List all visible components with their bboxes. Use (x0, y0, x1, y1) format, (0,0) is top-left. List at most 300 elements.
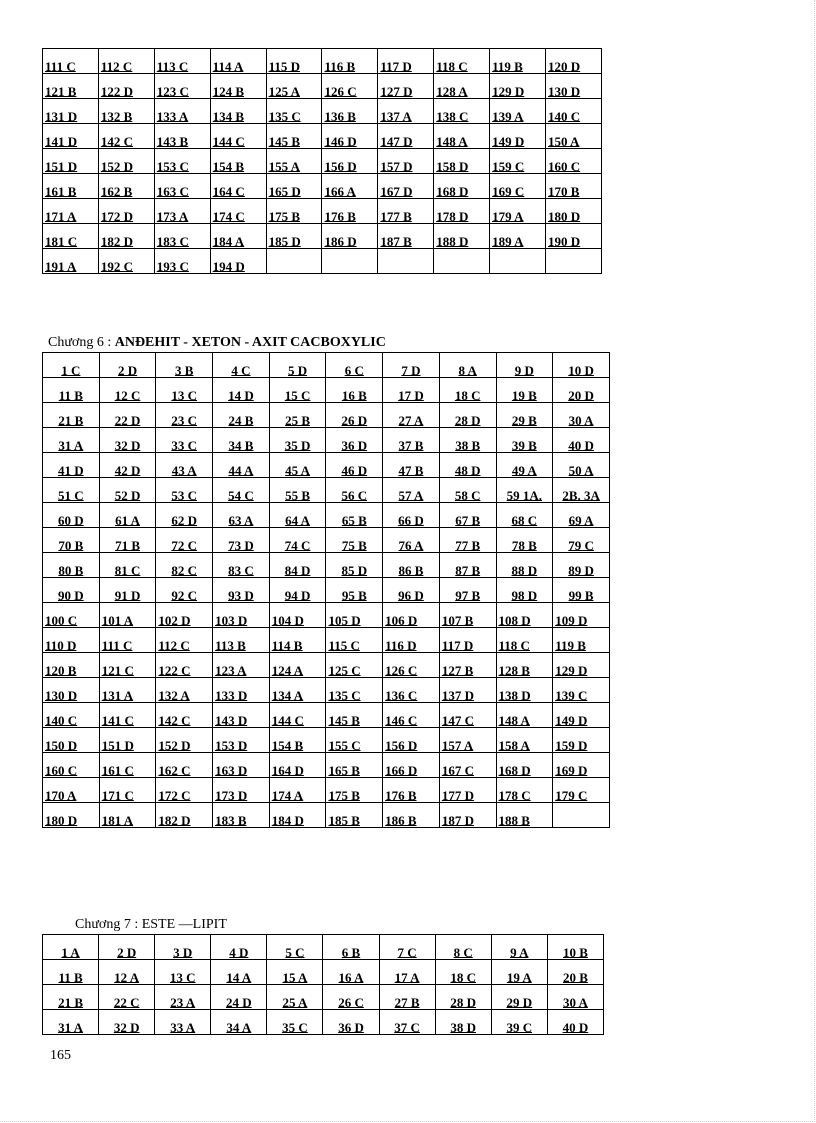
answer-text: 176 B (324, 209, 356, 224)
answer-cell (490, 249, 546, 274)
answer-text: 111 C (45, 59, 76, 74)
answer-text: 36 D (341, 438, 368, 453)
answer-text: 11 B (58, 388, 83, 403)
answer-cell (269, 703, 326, 728)
answer-cell (269, 678, 326, 703)
answer-text: 128 B (498, 663, 530, 678)
answer-cell (98, 99, 154, 124)
answer-cell (326, 653, 383, 678)
answer-cell (439, 453, 496, 478)
answer-text: 30 A (568, 413, 594, 428)
answer-cell (43, 503, 100, 528)
answer-cell (546, 199, 602, 224)
answer-cell (326, 578, 383, 603)
answer-cell (156, 703, 213, 728)
answer-text: 185 B (328, 813, 360, 828)
table-row (43, 803, 610, 828)
answer-cell (98, 124, 154, 149)
answer-text: 170 B (548, 184, 580, 199)
answer-text: 90 D (58, 588, 84, 603)
answer-text: 128 A (436, 84, 468, 99)
answer-cell (156, 678, 213, 703)
answer-cell (434, 174, 490, 199)
table-row (43, 174, 602, 199)
answer-cell (266, 99, 322, 124)
answer-text: 55 B (285, 488, 311, 503)
answer-cell (99, 578, 156, 603)
answer-text: 152 D (158, 738, 191, 753)
answer-cell (326, 553, 383, 578)
chapter-7-title: ESTE —LIPIT (141, 917, 227, 932)
answer-cell (210, 74, 266, 99)
answer-cell (210, 99, 266, 124)
answer-text: 188 D (436, 234, 469, 249)
answer-cell (496, 778, 553, 803)
answer-cell (98, 199, 154, 224)
answer-cell (213, 453, 270, 478)
answer-text: 7 C (397, 945, 417, 960)
answer-text: 161 B (45, 184, 77, 199)
answer-cell (156, 628, 213, 653)
answer-cell (43, 49, 99, 74)
answer-text: 42 D (114, 463, 141, 478)
answer-cell (434, 99, 490, 124)
answer-cell (43, 578, 100, 603)
answer-cell (326, 428, 383, 453)
answer-cell (326, 728, 383, 753)
answer-text: 93 D (228, 588, 254, 603)
answer-text: 43 A (171, 463, 197, 478)
answer-cell (43, 985, 99, 1010)
answer-cell (491, 1010, 547, 1035)
answer-cell (155, 985, 211, 1010)
answer-cell (213, 503, 270, 528)
answer-cell (269, 753, 326, 778)
answer-text: 175 B (328, 788, 360, 803)
answer-text: 98 D (511, 588, 538, 603)
answer-cell (266, 224, 322, 249)
answer-cell (269, 503, 326, 528)
answer-cell (156, 478, 213, 503)
answer-cell (98, 49, 154, 74)
answer-cell (43, 960, 99, 985)
answer-cell (99, 960, 155, 985)
answer-cell (439, 703, 496, 728)
answer-text: 130 D (548, 84, 581, 99)
answer-text: 24 D (226, 995, 252, 1010)
answer-text: 123 A (215, 663, 247, 678)
answer-text: 172 D (100, 209, 134, 224)
answer-cell (490, 124, 546, 149)
answer-cell (496, 453, 553, 478)
answer-text: 173 A (156, 209, 189, 224)
answer-cell (43, 778, 100, 803)
answer-text: 13 C (169, 970, 196, 985)
answer-cell (43, 199, 99, 224)
answer-cell (323, 960, 379, 985)
answer-text: 118 C (498, 638, 530, 653)
answer-cell (546, 174, 602, 199)
answer-text: 65 B (341, 513, 367, 528)
answer-text: 155 A (268, 159, 300, 174)
answer-cell (553, 353, 610, 378)
answer-text: 19 A (506, 970, 532, 985)
answer-cell (547, 985, 603, 1010)
answer-cell (99, 728, 156, 753)
answer-text: 134 B (212, 109, 245, 124)
table-row (43, 778, 610, 803)
answer-cell (496, 728, 553, 753)
answer-cell (326, 528, 383, 553)
answer-text: 66 D (398, 513, 424, 528)
answer-text: 181 C (45, 234, 78, 249)
answer-text: 2 D (117, 945, 137, 960)
answer-text: 50 A (568, 463, 594, 478)
answer-text: 97 B (455, 588, 481, 603)
answer-cell (213, 478, 270, 503)
answer-text: 136 C (385, 688, 418, 703)
answer-cell (154, 249, 210, 274)
answer-cell (43, 353, 100, 378)
answer-cell (43, 249, 99, 274)
answer-text: 16 B (341, 388, 367, 403)
answer-text: 132 A (158, 688, 190, 703)
answer-text: 40 D (568, 438, 594, 453)
answer-text: 32 D (114, 438, 141, 453)
answer-cell (213, 528, 270, 553)
answer-cell (213, 653, 270, 678)
answer-cell (155, 1010, 211, 1035)
answer-cell (43, 753, 100, 778)
answer-text: 30 A (562, 995, 588, 1010)
answer-text: 20 D (568, 388, 594, 403)
answer-text: 29 D (506, 995, 533, 1010)
answer-cell (43, 803, 100, 828)
answer-cell (439, 553, 496, 578)
answer-cell (326, 478, 383, 503)
answer-text: 173 D (215, 788, 248, 803)
answer-cell (43, 653, 100, 678)
table-row (43, 528, 610, 553)
answer-cell (322, 249, 378, 274)
table-row (43, 149, 602, 174)
table-row (43, 578, 610, 603)
answer-text: 85 D (341, 563, 368, 578)
answer-text: 164 D (271, 763, 304, 778)
answer-cell (553, 528, 610, 553)
answer-text: 167 D (380, 184, 413, 199)
answer-text: 147 C (441, 713, 474, 728)
answer-cell (496, 678, 553, 703)
answer-cell (553, 678, 610, 703)
table-row (43, 74, 602, 99)
answer-cell (496, 578, 553, 603)
answer-cell (43, 703, 100, 728)
answer-cell (266, 124, 322, 149)
answer-cell (98, 249, 154, 274)
answer-cell (439, 428, 496, 453)
answer-cell (267, 935, 323, 960)
table-row (43, 99, 602, 124)
answer-cell (496, 478, 553, 503)
answer-cell (553, 503, 610, 528)
answer-cell (210, 124, 266, 149)
answer-text: 160 C (548, 159, 581, 174)
answer-text: 180 D (548, 209, 581, 224)
answer-text: 115 C (328, 638, 360, 653)
answer-cell (378, 249, 434, 274)
answer-text: 96 D (398, 588, 424, 603)
answer-cell (496, 628, 553, 653)
answer-text: 166 D (385, 763, 418, 778)
answer-text: 23 A (170, 995, 196, 1010)
answer-text: 168 D (498, 763, 531, 778)
answer-text: 165 B (328, 763, 360, 778)
answer-cell (383, 478, 440, 503)
answer-cell (211, 985, 267, 1010)
answer-text: 171 A (45, 209, 77, 224)
table-row (43, 960, 604, 985)
answer-text: 164 C (212, 184, 245, 199)
answer-cell (435, 935, 491, 960)
answer-cell (490, 174, 546, 199)
answer-text: 114 B (271, 638, 303, 653)
answer-text: 12 A (114, 970, 140, 985)
answer-text: 59 1A. (506, 488, 543, 503)
table-row (43, 628, 610, 653)
answer-cell (439, 628, 496, 653)
answer-text: 142 C (158, 713, 191, 728)
answer-cell (553, 753, 610, 778)
answer-cell (156, 503, 213, 528)
answer-text: 83 C (228, 563, 254, 578)
answer-cell (267, 960, 323, 985)
answer-text: 119 B (492, 59, 523, 74)
answer-cell (156, 728, 213, 753)
answer-text: 140 C (548, 109, 581, 124)
answer-text: 76 A (398, 538, 424, 553)
answer-cell (98, 174, 154, 199)
answer-text: 91 D (114, 588, 141, 603)
table-body (43, 49, 602, 274)
answer-cell (490, 149, 546, 174)
answer-text: 44 A (228, 463, 254, 478)
answer-text: 75 B (341, 538, 367, 553)
answer-text: 185 D (268, 234, 301, 249)
answer-text: 14 D (228, 388, 254, 403)
answer-cell (98, 74, 154, 99)
answer-cell (378, 49, 434, 74)
answer-text: 156 D (385, 738, 418, 753)
answer-cell (99, 803, 156, 828)
answer-cell (269, 728, 326, 753)
answer-text: 88 D (511, 563, 538, 578)
answer-cell (496, 553, 553, 578)
answer-cell (383, 553, 440, 578)
answer-cell (99, 1010, 155, 1035)
answer-text: 161 C (101, 763, 134, 778)
answer-cell (210, 249, 266, 274)
answer-cell (43, 478, 100, 503)
answer-text: 135 C (328, 688, 361, 703)
answer-cell (496, 803, 553, 828)
answer-text: 48 D (454, 463, 481, 478)
answer-cell (379, 935, 435, 960)
answer-text: 22 C (113, 995, 140, 1010)
answer-text: 129 D (555, 663, 588, 678)
answer-text: 127 B (441, 663, 474, 678)
answer-cell (378, 149, 434, 174)
answer-text: 8 A (458, 363, 477, 378)
answer-cell (322, 174, 378, 199)
table-row (43, 503, 610, 528)
answer-cell (553, 578, 610, 603)
table-row (43, 428, 610, 453)
answer-text: 87 B (455, 563, 481, 578)
answer-cell (439, 753, 496, 778)
answer-text: 166 A (324, 184, 356, 199)
answer-cell (546, 124, 602, 149)
answer-cell (155, 935, 211, 960)
answer-cell (326, 603, 383, 628)
answer-text: 25 A (282, 995, 308, 1010)
answer-text: 64 A (285, 513, 311, 528)
answer-cell (435, 960, 491, 985)
answer-cell (326, 703, 383, 728)
answer-text: 132 B (100, 109, 133, 124)
answer-cell (213, 553, 270, 578)
table-row (43, 124, 602, 149)
answer-cell (213, 803, 270, 828)
answer-cell (210, 149, 266, 174)
answer-cell (269, 403, 326, 428)
answer-cell (43, 124, 99, 149)
answer-text: 143 D (215, 713, 248, 728)
answer-cell (266, 49, 322, 74)
answer-text: 119 B (555, 638, 586, 653)
answer-cell (378, 99, 434, 124)
answer-cell (322, 74, 378, 99)
answer-cell (210, 199, 266, 224)
answer-text: 127 D (380, 84, 413, 99)
answer-cell (266, 74, 322, 99)
answer-text: 181 A (101, 813, 134, 828)
table-row (43, 753, 610, 778)
answer-cell (43, 528, 100, 553)
table-row (43, 453, 610, 478)
answer-cell (213, 428, 270, 453)
answer-text: 175 B (268, 209, 300, 224)
answer-text: 72 C (171, 538, 198, 553)
answer-cell (383, 353, 440, 378)
answer-text: 112 C (158, 638, 190, 653)
table-row (43, 985, 604, 1010)
answer-cell (383, 528, 440, 553)
chapter-6-title: ANĐEHIT - XETON - AXIT CACBOXYLIC (114, 335, 386, 350)
answer-text: 148 A (498, 713, 530, 728)
answer-text: 39 C (506, 1020, 533, 1035)
answer-cell (269, 428, 326, 453)
answer-cell (156, 778, 213, 803)
answer-text: 137 A (380, 109, 412, 124)
answer-cell (383, 453, 440, 478)
answer-cell (266, 199, 322, 224)
answer-cell (211, 960, 267, 985)
answer-text: 86 B (398, 563, 424, 578)
answer-cell (439, 778, 496, 803)
answer-text: 49 A (511, 463, 537, 478)
answer-cell (378, 224, 434, 249)
answer-cell (383, 703, 440, 728)
answer-text: 10 D (568, 363, 594, 378)
answer-cell (213, 628, 270, 653)
answer-text: 11 B (58, 970, 83, 985)
answer-table-chapter-5-continued (42, 48, 602, 274)
answer-text: 159 C (492, 159, 525, 174)
table-row (43, 653, 610, 678)
answer-text: 153 C (156, 159, 189, 174)
answer-text: 170 A (45, 788, 77, 803)
answer-text: 150 A (548, 134, 580, 149)
answer-text: 38 B (455, 438, 481, 453)
table-row (43, 403, 610, 428)
answer-cell (211, 1010, 267, 1035)
answer-cell (383, 578, 440, 603)
answer-cell (269, 653, 326, 678)
answer-cell (439, 653, 496, 678)
answer-cell (553, 403, 610, 428)
answer-cell (266, 149, 322, 174)
answer-cell (546, 249, 602, 274)
answer-cell (326, 403, 383, 428)
answer-text: 193 C (156, 259, 189, 274)
answer-text: 47 B (398, 463, 424, 478)
answer-text: 39 B (511, 438, 537, 453)
answer-text: 107 B (441, 613, 474, 628)
answer-text: 38 D (450, 1020, 477, 1035)
answer-text: 165 D (268, 184, 301, 199)
answer-cell (99, 553, 156, 578)
answer-cell (269, 603, 326, 628)
answer-text: 184 D (271, 813, 304, 828)
answer-text: 112 C (100, 59, 133, 74)
answer-text: 133 D (215, 688, 248, 703)
answer-text: 154 B (212, 159, 245, 174)
answer-cell (496, 403, 553, 428)
answer-text: 4 C (231, 363, 251, 378)
answer-text: 122 D (100, 84, 134, 99)
answer-text: 162 B (100, 184, 133, 199)
answer-text: 117 D (380, 59, 412, 74)
answer-cell (99, 403, 156, 428)
answer-text: 182 D (100, 234, 134, 249)
answer-text: 17 D (398, 388, 424, 403)
answer-cell (326, 803, 383, 828)
answer-cell (379, 1010, 435, 1035)
answer-text: 137 D (441, 688, 474, 703)
answer-text: 125 A (268, 84, 300, 99)
answer-text: 124 A (271, 663, 304, 678)
answer-cell (154, 99, 210, 124)
answer-text: 10 B (562, 945, 588, 960)
answer-text: 157 A (441, 738, 474, 753)
answer-text: 116 D (385, 638, 417, 653)
answer-text: 145 B (268, 134, 300, 149)
table-row (43, 478, 610, 503)
answer-cell (434, 224, 490, 249)
answer-cell (267, 985, 323, 1010)
answer-text: 60 D (58, 513, 84, 528)
